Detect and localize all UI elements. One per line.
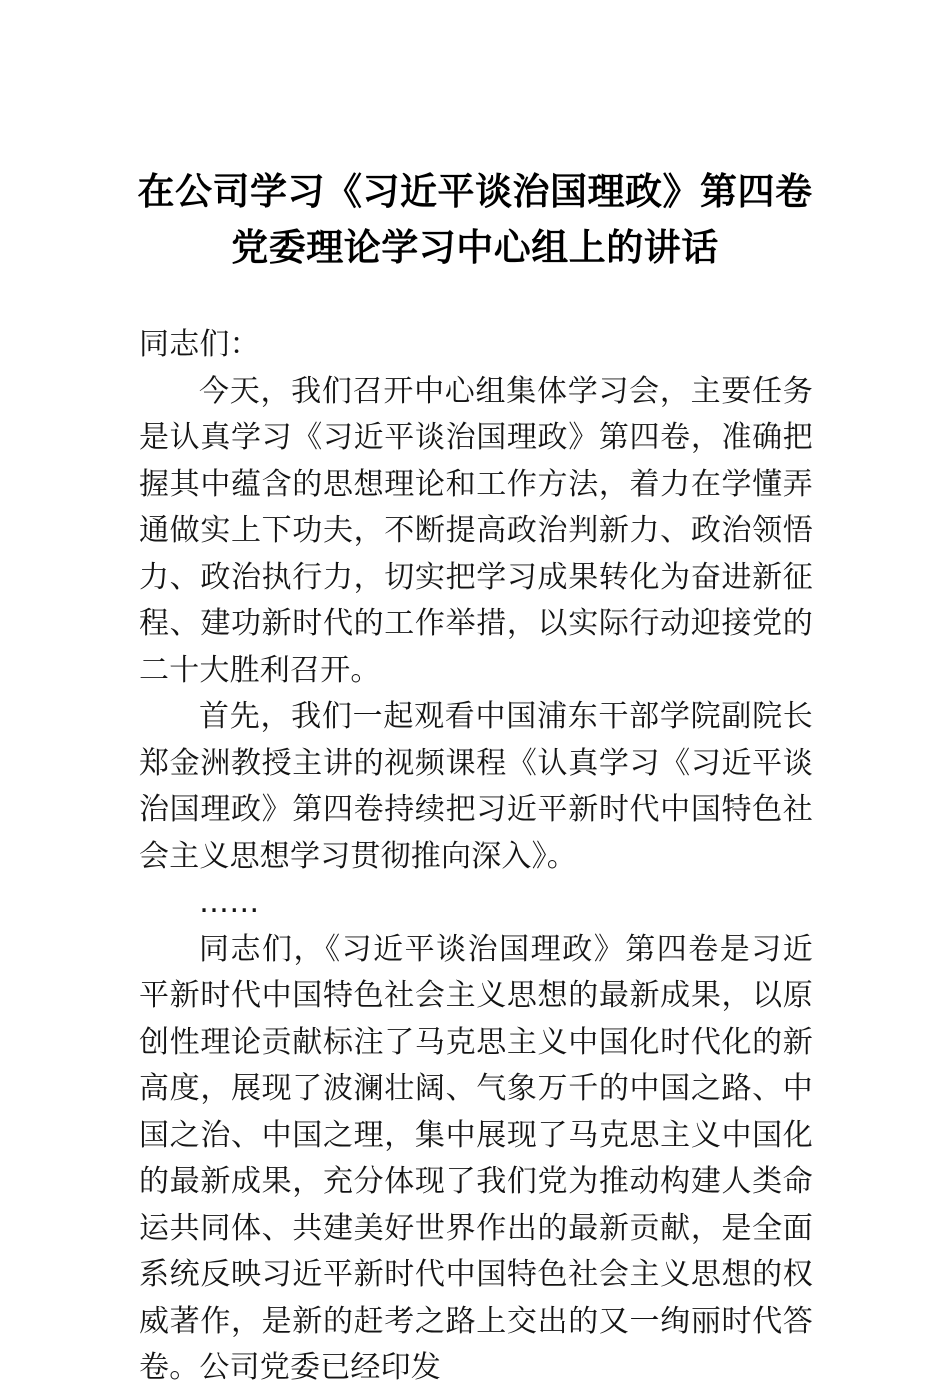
title-line-2: 党委理论学习中心组上的讲话 [231, 225, 719, 269]
ellipsis-separator: …… [199, 885, 260, 920]
body-paragraph-2: 首先，我们一起观看中国浦东干部学院副院长郑金洲教授主讲的视频课程《认真学习《习近平谈治国理政》第四卷持续把习近平新时代中国特色社会主义思想学习贯彻推向深入》。 [139, 699, 813, 874]
title-line-1: 在公司学习《习近平谈治国理政》第四卷 [137, 169, 813, 213]
body-paragraph-1: 今天，我们召开中心组集体学习会，主要任务是认真学习《习近平谈治国理政》第四卷，准确把握其中蕴含的思想理论和工作方法，着力在学懂弄通做实上下功夫，不断提高政治判新力、政治领悟力、政治执行力，切实把学习成果转化为奋进新征程、建功新时代的工作举措，以实际行动迎接党的二十大胜利召开。 [139, 373, 813, 688]
document-body [139, 322, 813, 1392]
document-title [0, 163, 950, 275]
salutation: 同志们： [139, 327, 260, 362]
body-paragraph-3: 同志们，《习近平谈治国理政》第四卷是习近平新时代中国特色社会主义思想的最新成果，以原创性理论贡献标注了马克思主义中国化时代化的新高度，展现了波澜壮阔、气象万千的中国之路、中国之治、中国之理，集中展现了马克思主义中国化的最新成果，充分体现了我们党为推动构建人类命运共同体、共建美好世界作出的最新贡献，是全面系统反映习近平新时代中国特色社会主义思想的权威著作，是新的赶考之路上交出的又一绚丽时代答卷。公司党委已经印发 [139, 931, 813, 1385]
